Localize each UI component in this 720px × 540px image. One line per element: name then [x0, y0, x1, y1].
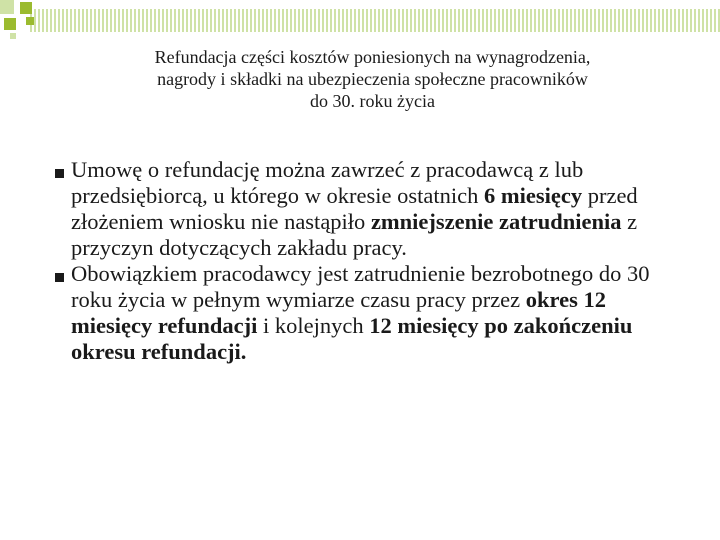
bullet-text-part: z przyczyn dotyczących zakładu pracy. — [71, 209, 638, 260]
slide-title — [40, 46, 705, 112]
bullet-text-bold: 6 miesięcy — [484, 183, 583, 208]
deco-square-4 — [26, 17, 34, 25]
deco-square-1 — [0, 0, 14, 14]
deco-square-2 — [20, 2, 32, 14]
deco-square-3 — [4, 18, 16, 30]
bullet-list — [58, 157, 688, 365]
square-bullet-icon — [55, 273, 64, 282]
bullet-text-bold: zmniejszenie zatrudnienia — [370, 209, 622, 234]
bullet-text-part: przed złożeniem wniosku nie nastąpiło — [71, 183, 638, 234]
striped-header-bar — [30, 9, 720, 32]
bullet-text-part: Obowiązkiem pracodawcy jest zatrudnienie bezrobotnego do 30 roku życia w pełnym wymiarze czasu pracy przez — [71, 261, 650, 312]
square-bullet-icon — [55, 169, 64, 178]
title-line: Refundacja części kosztów poniesionych na wynagrodzenia, — [154, 47, 591, 67]
deco-square-5 — [10, 33, 16, 39]
title-line: nagrody i składki na ubezpieczenia społeczne pracowników — [157, 69, 588, 89]
bullet-text-part: Umowę o refundację można zawrzeć z pracodawcą z lub przedsiębiorcą, u którego w okresie ostatnich — [71, 157, 584, 208]
bullet-item — [58, 157, 688, 261]
title-line: do 30. roku życia — [310, 91, 435, 111]
bullet-text-part: i kolejnych — [257, 313, 370, 338]
bullet-text-bold: okres 12 miesięcy refundacji — [71, 287, 606, 338]
decorative-header — [0, 0, 720, 40]
bullet-text-bold: 12 miesięcy po zakończeniu okresu refundacji. — [71, 313, 633, 364]
bullet-item — [58, 261, 688, 365]
